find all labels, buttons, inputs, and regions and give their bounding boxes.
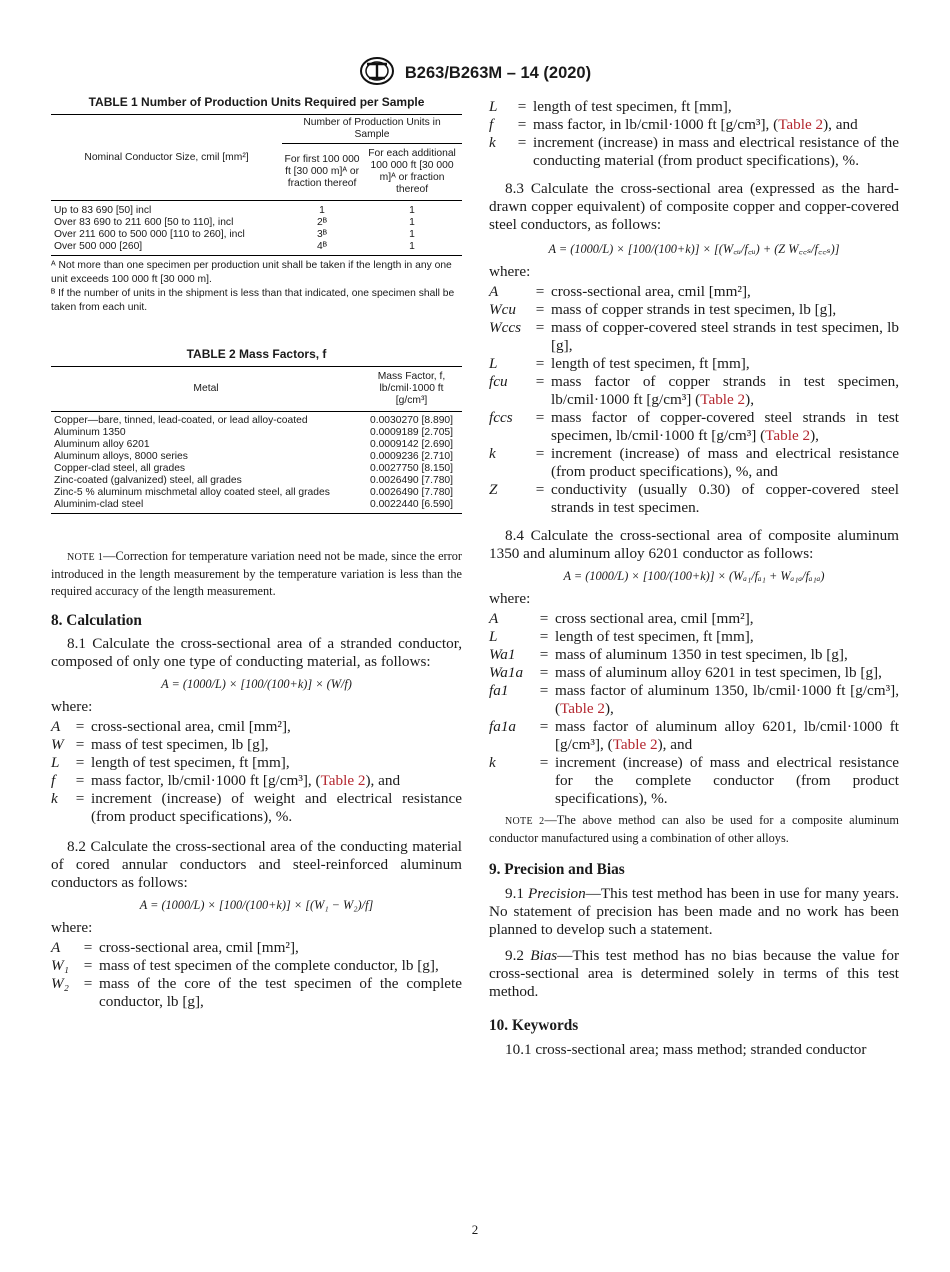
table1-footnote-a: ᴬ Not more than one specimen per production unit shall be taken if the length in any one unit exceeds 100 000 ft [30 000 m]. <box>51 260 452 285</box>
where-label: where: <box>51 698 93 715</box>
definitions-8-2: A = cross-sectional area, cmil [mm²], W₁ = mass of test specimen of the complete conductor, lb [g], W₂ = mass of the core of the test specimen of the complete conductor, lb [g], <box>51 939 462 1010</box>
equation-8-2: A = (1000/L) × [100/(100+k)] × [(W₁ − W₂)/f] <box>139 898 374 912</box>
table2-cell: 0.0009142 [2.690] <box>369 439 454 450</box>
equation-8-1: A = (1000/L) × [100/(100+k)] × (W/f) <box>161 677 352 691</box>
note-1-label: NOTE 1 <box>67 552 104 563</box>
table1-cell: 1 <box>409 241 415 252</box>
paragraph-8-4: 8.4 Calculate the cross-sectional area of composite aluminum 1350 and aluminum alloy 6201 conductor as follows: <box>489 527 899 562</box>
table2 <box>51 366 462 514</box>
table2-cell: 0.0026490 [7.780] <box>369 475 454 486</box>
equation-8-3: A = (1000/L) × [100/(100+k)] × [(W꜀ᵤ/f꜀ᵤ) + (Z W꜀꜀ₛ/f꜀꜀ₛ)] <box>548 242 840 256</box>
definitions-8-2-continued: L = length of test specimen, ft [mm], f = mass factor, in lb/cmil·1000 ft [g/cm³], (Table 2), and k = increment (increase) in mass and electrical resistance of the conducting material (from product specifications), %. <box>489 98 899 169</box>
table1-footnotes <box>51 259 462 315</box>
right-column <box>489 98 899 1059</box>
table2-cell: Aluminim-clad steel <box>54 499 144 510</box>
table-2-link[interactable]: Table 2 <box>700 391 746 408</box>
paragraph-10-1: 10.1 cross-sectional area; mass method; stranded conductor <box>505 1041 867 1058</box>
table2-cell: 0.0027750 [8.150] <box>369 463 454 474</box>
table2-cell: Zinc-coated (galvanized) steel, all grades <box>54 475 242 486</box>
table1-sub1-header: For first 100 000 ft [30 000 m]ᴬ or fraction thereof <box>282 144 362 201</box>
section-8-heading: 8. Calculation <box>51 612 142 629</box>
table1-sub2-header: For each additional 100 000 ft [30 000 m]ᴬ or fraction thereof <box>362 144 462 201</box>
table1-caption: TABLE 1 Number of Production Units Required per Sample <box>88 95 425 109</box>
table1-cell: Over 211 600 to 500 000 [110 to 260], incl <box>54 229 245 240</box>
table2-cell: Aluminum alloy 6201 <box>54 439 150 450</box>
paragraph-8-2: 8.2 Calculate the cross-sectional area of the conducting material of cored annular conductors and steel-reinforced aluminum conductors as follows: <box>51 838 462 891</box>
table1-cell: 2ᴮ <box>317 217 328 228</box>
table1-cell: 1 <box>409 205 415 216</box>
table2-cell: Zinc-5 % aluminum mischmetal alloy coated steel, all grades <box>54 487 330 498</box>
table-2-link[interactable]: Table 2 <box>612 736 658 753</box>
section-9-heading: 9. Precision and Bias <box>489 861 625 878</box>
table1-cell: Up to 83 690 [50] incl <box>54 205 152 216</box>
table1-cell: Over 500 000 [260] <box>54 241 143 252</box>
table-2-link[interactable]: Table 2 <box>560 700 605 717</box>
table2-col2-header: Mass Factor, f, lb/cmil·1000 ft [g/cm³] <box>377 371 446 406</box>
definitions-8-4: A = cross sectional area, cmil [mm²], L = length of test specimen, ft [mm], Wa1 = mass of aluminum 1350 in test specimen, lb [g], Wa1a = mass of aluminum alloy 6201 in test specimen, lb [g], fa1 = mass factor of aluminum 1350, lb/cmil·1000 ft [g/cm³], (Table 2), fa1a = mass factor of aluminum alloy 6201, lb/cmil·1000 ft [g/cm³], (Table 2), and k = increment (increase) of mass and electrical resistance for the complete conductor (from product specifications), %. <box>489 610 899 807</box>
section-10-heading: 10. Keywords <box>489 1017 579 1034</box>
note-1-text: —Correction for temperature variation need not be made, since the error introduced in the length measurement by the temperature variation is less than the required accuracy of the length measurement. <box>51 549 462 598</box>
table1-cell: Over 83 690 to 211 600 [50 to 110], incl <box>54 217 234 228</box>
paragraph-8-1: 8.1 Calculate the cross-sectional area of a stranded conductor, composed of only one type of conducting material, as follows: <box>51 635 462 670</box>
table1-cell: 3ᴮ <box>317 229 328 240</box>
astm-logo-icon <box>359 56 395 91</box>
equation-8-4: A = (1000/L) × [100/(100+k)] × (Wₐ₁/fₐ₁ + Wₐ₁ₐ/fₐ₁ₐ) <box>563 569 825 583</box>
where-label: where: <box>51 919 93 936</box>
table-2-link[interactable]: Table 2 <box>320 772 366 789</box>
table2-caption: TABLE 2 Mass Factors, f <box>186 347 327 361</box>
table2-cell: 0.0022440 [6.590] <box>369 499 454 510</box>
paragraph-9-2: 9.2 Bias—This test method has no bias because the value for cross-sectional area is determined solely in terms of this test method. <box>489 947 900 1000</box>
table2-cell: Copper—bare, tinned, lead-coated, or lead alloy-coated <box>54 415 308 426</box>
table-2-link[interactable]: Table 2 <box>778 116 824 133</box>
definitions-8-1: A = cross-sectional area, cmil [mm²], W = mass of test specimen, lb [g], L = length of test specimen, ft [mm], f = mass factor, lb/cmil·1000 ft [g/cm³], (Table 2), and k = increment (increase) of weight and electrical resistance (from product specifications), %. <box>51 718 462 825</box>
table1-cell: 4ᴮ <box>317 241 328 252</box>
paragraph-8-3: 8.3 Calculate the cross-sectional area (expressed as the hard-drawn copper equivalent) of composite copper and copper-covered steel conductors, as follows: <box>489 180 899 233</box>
table1-col1-header: Nominal Conductor Size, cmil [mm²] <box>51 115 282 201</box>
paragraph-9-1: 9.1 Precision—This test method has been in use for many years. No statement of precision has been made and no work has been planned to develop such a statement. <box>489 885 899 938</box>
where-label: where: <box>489 590 531 607</box>
table2-cell: 0.0009189 [2.705] <box>369 427 454 438</box>
table2-cell: Copper-clad steel, all grades <box>54 463 186 474</box>
table1-cell: 1 <box>319 205 325 216</box>
left-column <box>51 93 462 1011</box>
where-label: where: <box>489 263 531 280</box>
table2-cell: Aluminum 1350 <box>54 427 126 438</box>
note-2-text: —The above method can also be used for a composite aluminum conductor manufactured using a combination of other alloys. <box>489 813 899 845</box>
table2-col1-header: Metal <box>193 383 219 394</box>
table1-cell: 1 <box>409 229 415 240</box>
table1-cell: 1 <box>409 217 415 228</box>
designation: B263/B263M – 14 (2020) <box>404 64 592 82</box>
table1-footnote-b: ᴮ If the number of units in the shipment is less than that indicated, one specimen shall be taken from each unit. <box>51 288 455 313</box>
page-header <box>0 56 950 91</box>
note-1 <box>51 548 462 600</box>
note-2-label: NOTE 2 <box>505 816 545 827</box>
table2-cell: 0.0009236 [2.710] <box>369 451 454 462</box>
page-number: 2 <box>471 1222 479 1237</box>
note-2 <box>489 812 899 847</box>
table2-cell: 0.0030270 [8.890] <box>369 415 454 426</box>
table1-group-header: Number of Production Units in Sample <box>282 115 462 144</box>
table2-cell: 0.0026490 [7.780] <box>369 487 454 498</box>
definitions-8-3: A = cross-sectional area, cmil [mm²], Wcu = mass of copper strands in test specimen, lb [g], Wccs = mass of copper-covered steel strands in test specimen, lb [g], L = length of test specimen, ft [mm], fcu = mass factor of copper strands in test specimen, lb/cmil·1000 ft [g/cm³] (Table 2), fccs = mass factor of copper-covered steel strands in test specimen, lb/cmil·1000 ft [g/cm³] (Table 2), k = increment (increase) of mass and electrical resistance (from product specifications), %, and Z = conductivity (usually 0.30) of copper-covered steel strands in test specimen. <box>489 283 899 516</box>
table-2-link[interactable]: Table 2 <box>765 427 811 444</box>
table1 <box>51 114 462 256</box>
table2-cell: Aluminum alloys, 8000 series <box>54 451 188 462</box>
